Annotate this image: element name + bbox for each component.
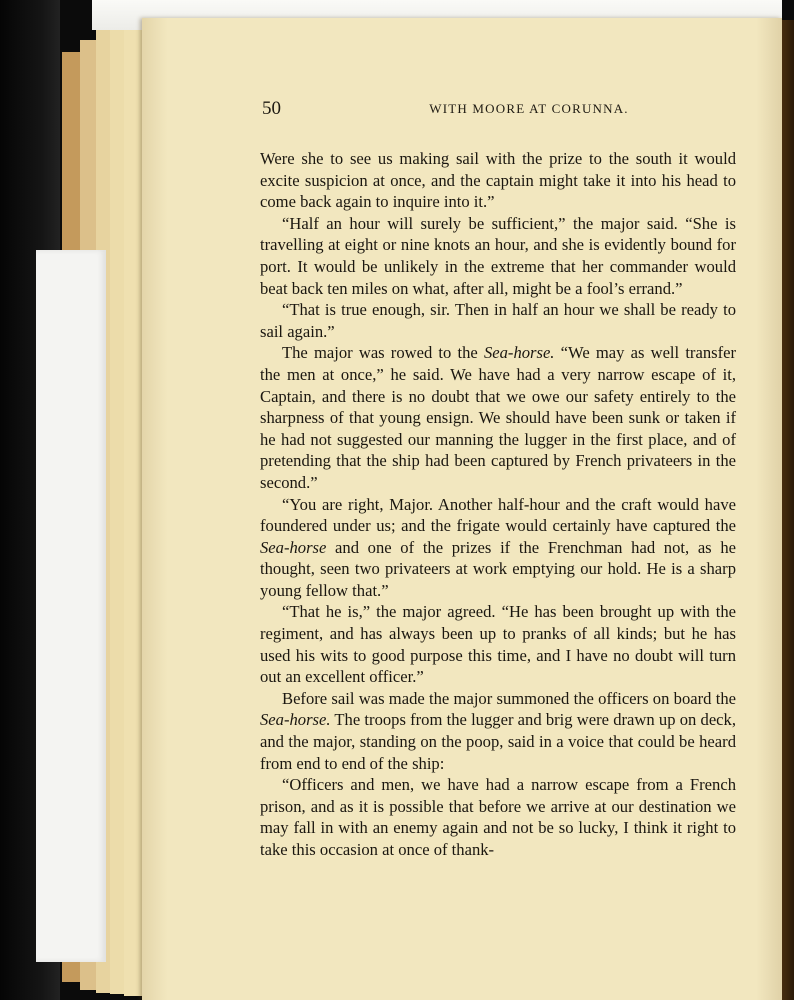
text-run: and one of the prizes if the Frenchman had not, as he thought, seen two privateers at work emptying our hold. He is a sharp young fellow that.” — [260, 537, 736, 600]
text-run: “That is true enough, sir. Then in half an hour we shall be ready to sail again.” — [260, 300, 736, 341]
running-head: WITH MOORE AT CORUNNA. — [429, 101, 629, 116]
paragraph — [260, 601, 736, 687]
text-run: “Half an hour will surely be sufficient,” the major said. “She is travelling at eight or nine knots an hour, and she is evidently bound for port. It would be unlikely in the extreme that her commander would beat back ten miles on what, after all, might be a fool’s errand.” — [260, 213, 736, 298]
text-run: “That he is,” the major agreed. “He has been brought up with the regiment, and has always been up to pranks of all kinds; but he has used his wits to good purpose this time, and I have no doubt will turn out an excellent officer.” — [260, 602, 736, 687]
text-run: “Officers and men, we have had a narrow escape from a French prison, and as it is possible that before we arrive at our destination we may fall in with an enemy again and not be so lucky, I think it right to take this occasion at once of thank- — [260, 775, 736, 859]
paragraph — [260, 494, 736, 602]
paragraph — [260, 342, 736, 493]
paragraph — [260, 688, 736, 774]
text-run: The troops from the lugger and brig were drawn up on deck, and the major, standing on the poop, said in a voice that could be heard from end to end of the ship: — [260, 710, 736, 773]
body-text — [260, 148, 736, 861]
page-header — [262, 98, 756, 124]
paragraph — [260, 774, 736, 860]
paragraph — [260, 213, 736, 299]
text-run: “You are right, Major. Another half-hour and the craft would have foundered under us; and the frigate would certainly have captured the — [260, 494, 736, 536]
ship-name: Sea-horse — [260, 537, 327, 557]
text-run: “We may as well transfer the men at once,” he said. We have had a very narrow escape of it, Captain, and there is no doubt that we owe our safety entirely to the sharpness of that young ensign. We should have been sunk or taken if he had not suggested our manning the lugger in the first place, and of pretending that the ship had been captured by French privateers in the second.” — [260, 343, 736, 492]
paragraph — [260, 299, 736, 342]
inserted-sheet — [36, 250, 106, 962]
text-run: Were she to see us making sail with the prize to the south it would excite suspicion at once, and the captain might take it into his head to come back again to inquire into it.” — [260, 149, 736, 212]
ship-name: Sea-horse. — [483, 343, 555, 363]
ship-name: Sea-horse. — [260, 710, 331, 730]
text-run: The major was rowed to the — [282, 343, 484, 363]
book-page — [142, 18, 782, 1000]
paragraph — [260, 148, 736, 213]
page-number: 50 — [262, 98, 281, 119]
text-run: Before sail was made the major summoned the officers on board the — [282, 688, 736, 708]
